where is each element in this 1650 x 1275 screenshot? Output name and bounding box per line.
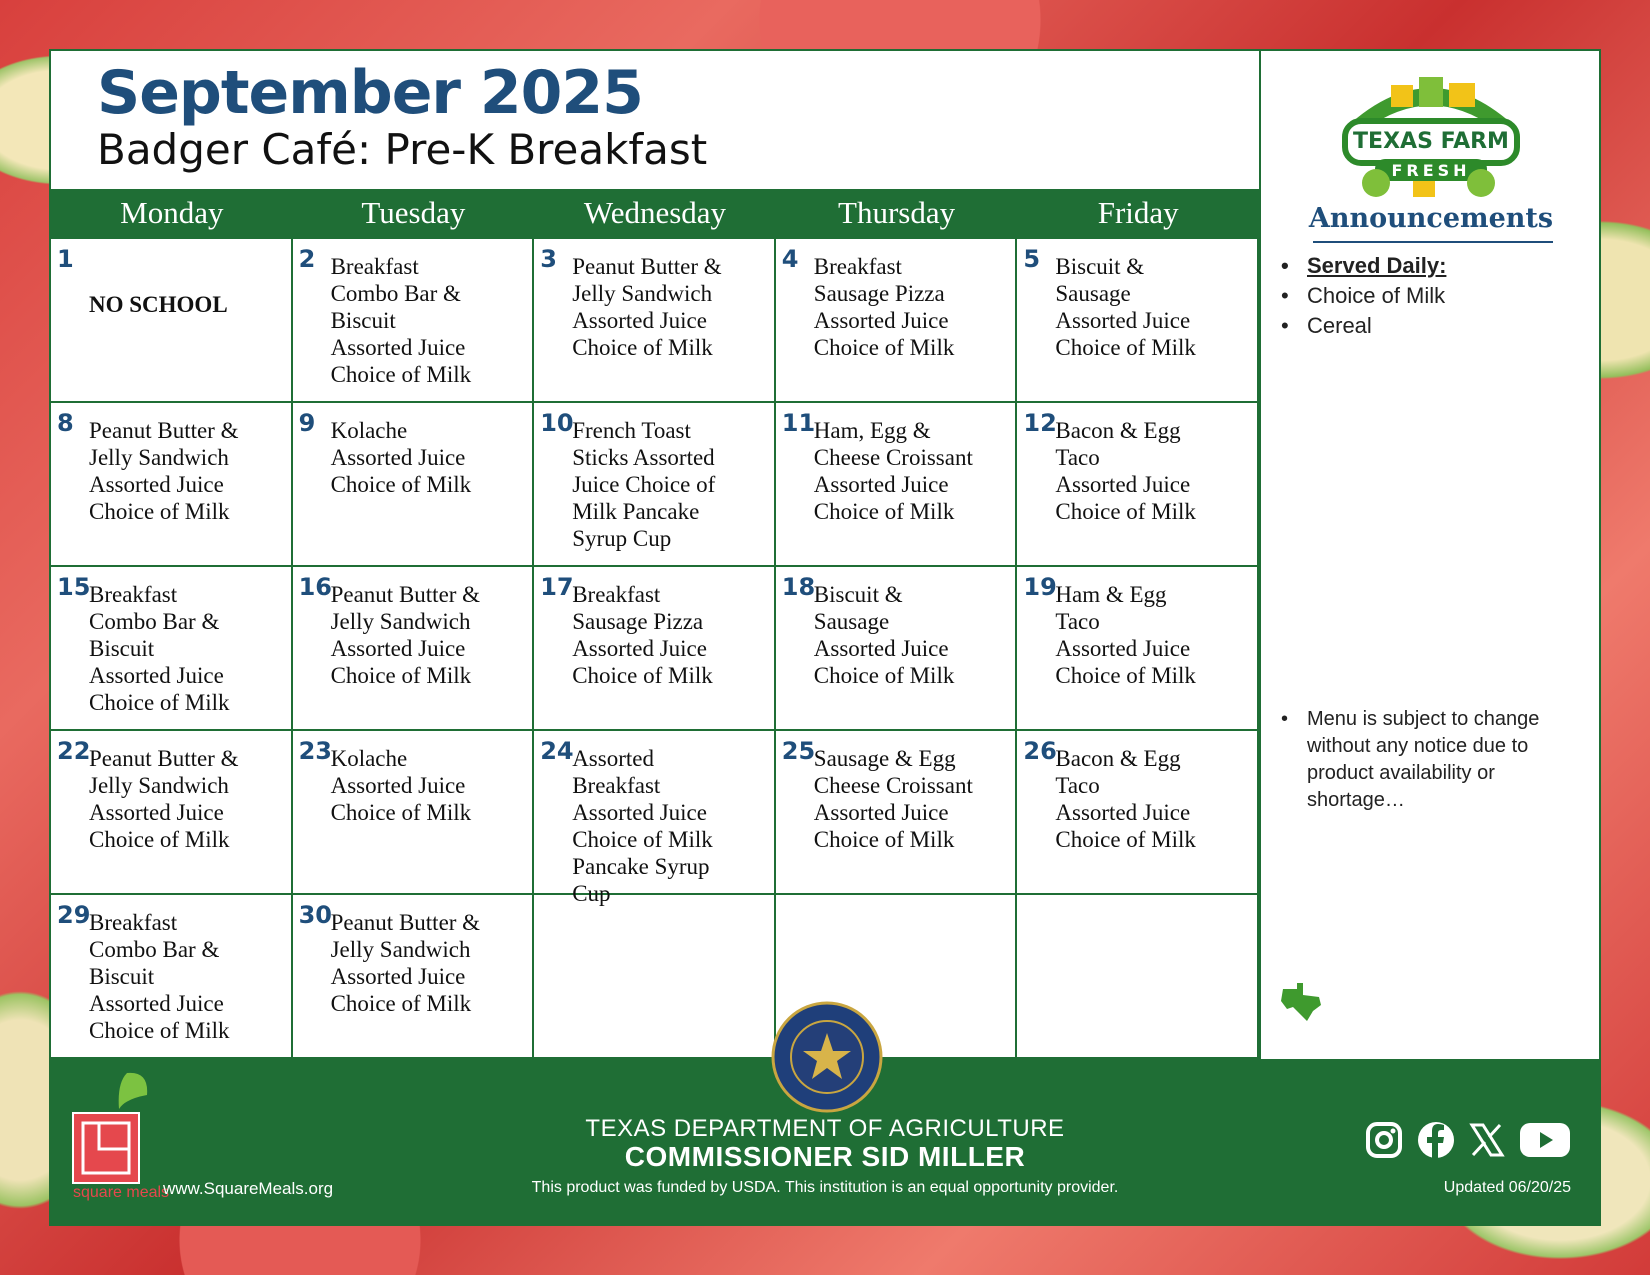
calendar-day-cell bbox=[1017, 567, 1259, 731]
facebook-icon[interactable] bbox=[1417, 1121, 1455, 1159]
day-menu: Bacon & Egg Taco Assorted Juice Choice of Milk bbox=[1055, 746, 1196, 852]
day-number: 25 bbox=[781, 737, 816, 765]
day-number: 23 bbox=[298, 737, 332, 765]
calendar-day-cell bbox=[1017, 239, 1259, 403]
calendar-day-cell bbox=[293, 731, 535, 895]
calendar-day-cell bbox=[293, 239, 535, 403]
calendar-day-cell bbox=[51, 239, 293, 403]
website-link[interactable]: www.SquareMeals.org bbox=[163, 1179, 334, 1198]
texas-state-icon bbox=[1279, 981, 1323, 1023]
logo-text-fresh: FRESH bbox=[1391, 161, 1471, 180]
calendar-day-cell bbox=[534, 567, 776, 731]
calendar-day-cell bbox=[534, 239, 776, 403]
calendar-day-cell bbox=[51, 403, 293, 567]
calendar-day-cell bbox=[534, 895, 776, 1059]
served-daily-heading: • Served Daily: bbox=[1279, 251, 1589, 281]
texas-farm-fresh-logo bbox=[1331, 63, 1531, 203]
day-menu: Peanut Butter & Jelly Sandwich Assorted Juice Choice of Milk bbox=[89, 418, 239, 524]
weekday-header-row bbox=[51, 189, 1259, 239]
day-menu: Sausage & Egg Cheese Croissant Assorted Juice Choice of Milk bbox=[813, 746, 973, 852]
day-number: 11 bbox=[781, 409, 816, 437]
day-number: 17 bbox=[540, 573, 574, 601]
calendar-day-cell bbox=[293, 403, 535, 567]
day-number: 1 bbox=[57, 245, 74, 273]
menu-subtitle: Badger Café: Pre-K Breakfast bbox=[97, 125, 708, 174]
day-menu: Peanut Butter & Jelly Sandwich Assorted Juice Choice of Milk bbox=[330, 910, 481, 1016]
day-number: 18 bbox=[781, 573, 816, 601]
day-number: 5 bbox=[1023, 245, 1041, 273]
served-daily-item: • Cereal bbox=[1279, 311, 1589, 341]
calendar-day-cell bbox=[1017, 895, 1259, 1059]
calendar-day-cell bbox=[534, 731, 776, 906]
calendar-day-cell bbox=[293, 895, 535, 1059]
day-menu: Peanut Butter & Jelly Sandwich Assorted Juice Choice of Milk bbox=[330, 582, 481, 688]
day-menu: Kolache Assorted Juice Choice of Milk bbox=[330, 746, 472, 825]
x-icon[interactable] bbox=[1469, 1122, 1505, 1158]
day-number: 4 bbox=[781, 245, 799, 273]
social-links bbox=[1365, 1121, 1571, 1159]
weekday-tuesday: Tuesday bbox=[361, 195, 466, 230]
day-menu: Peanut Butter & Jelly Sandwich Assorted Juice Choice of Milk bbox=[89, 746, 239, 852]
day-menu: French Toast Sticks Assorted Juice Choice of Milk Pancake Syrup Cup bbox=[572, 418, 716, 551]
day-number: 19 bbox=[1023, 573, 1057, 601]
commissioner-name: COMMISSIONER SID MILLER bbox=[624, 1141, 1026, 1172]
square-meals-logo-text: square meals bbox=[73, 1184, 170, 1201]
funding-statement: This product was funded by USDA. This institution is an equal opportunity provider. bbox=[531, 1179, 1119, 1196]
day-number: 16 bbox=[298, 573, 332, 601]
day-menu: Breakfast Sausage Pizza Assorted Juice Choice of Milk bbox=[572, 582, 713, 688]
day-menu: Breakfast Combo Bar & Biscuit Assorted Juice Choice of Milk bbox=[330, 254, 472, 387]
day-menu: Peanut Butter & Jelly Sandwich Assorted Juice Choice of Milk bbox=[572, 254, 722, 360]
updated-date: Updated 06/20/25 bbox=[1443, 1179, 1571, 1196]
day-number: 3 bbox=[540, 245, 557, 273]
footer-bar bbox=[51, 1059, 1599, 1224]
announcements-underline bbox=[1313, 241, 1553, 243]
calendar-day-cell bbox=[776, 239, 1018, 403]
announcements-panel bbox=[1259, 51, 1601, 1059]
day-number: 22 bbox=[57, 737, 91, 765]
calendar-day-cell bbox=[51, 895, 293, 1059]
calendar-day-cell bbox=[1017, 403, 1259, 567]
day-number: 8 bbox=[57, 409, 74, 437]
calendar-day-cell bbox=[51, 731, 293, 895]
day-number: 26 bbox=[1023, 737, 1057, 765]
calendar-day-cell bbox=[1017, 731, 1259, 895]
weekday-friday: Friday bbox=[1097, 195, 1179, 230]
day-menu: Ham & Egg Taco Assorted Juice Choice of Milk bbox=[1055, 582, 1196, 688]
notice-text: • Menu is subject to change without any notice due to product availability or shortage… bbox=[1279, 706, 1579, 814]
menu-sheet bbox=[49, 49, 1601, 1226]
youtube-icon[interactable] bbox=[1519, 1121, 1571, 1159]
day-menu: Assorted Breakfast Assorted Juice Choice of Milk Pancake Syrup Cup bbox=[572, 746, 713, 906]
announcements-title: Announcements bbox=[1308, 203, 1554, 234]
calendar-grid bbox=[51, 239, 1259, 1059]
day-number: 2 bbox=[298, 245, 316, 273]
menu-change-notice bbox=[1279, 706, 1579, 814]
served-daily-list bbox=[1279, 251, 1589, 341]
day-menu: NO SCHOOL bbox=[89, 292, 228, 317]
day-menu: Biscuit & Sausage Assorted Juice Choice of Milk bbox=[1055, 254, 1196, 360]
logo-text-texas-farm: TEXAS FARM bbox=[1353, 129, 1509, 154]
day-number: 12 bbox=[1023, 409, 1057, 437]
calendar-day-cell bbox=[776, 567, 1018, 731]
day-number: 15 bbox=[57, 573, 91, 601]
day-menu: Breakfast Combo Bar & Biscuit Assorted Juice Choice of Milk bbox=[89, 910, 230, 1043]
calendar-day-cell bbox=[51, 567, 293, 731]
calendar-day-cell bbox=[293, 567, 535, 731]
agency-name: TEXAS DEPARTMENT OF AGRICULTURE bbox=[585, 1115, 1065, 1142]
month-title: September 2025 bbox=[97, 58, 643, 128]
day-menu: Ham, Egg & Cheese Croissant Assorted Juice Choice of Milk bbox=[813, 418, 973, 524]
weekday-wednesday: Wednesday bbox=[583, 195, 727, 230]
day-number: 30 bbox=[298, 901, 332, 929]
day-menu: Breakfast Sausage Pizza Assorted Juice Choice of Milk bbox=[813, 254, 955, 360]
calendar-day-cell bbox=[534, 403, 776, 567]
day-menu: Kolache Assorted Juice Choice of Milk bbox=[330, 418, 472, 497]
weekday-thursday: Thursday bbox=[838, 195, 956, 230]
day-number: 29 bbox=[57, 901, 91, 929]
calendar-day-cell bbox=[776, 403, 1018, 567]
calendar-header bbox=[97, 59, 707, 175]
day-number: 24 bbox=[540, 737, 574, 765]
day-menu: Bacon & Egg Taco Assorted Juice Choice of Milk bbox=[1055, 418, 1196, 524]
day-number: 10 bbox=[540, 409, 574, 437]
day-number: 9 bbox=[298, 409, 316, 437]
instagram-icon[interactable] bbox=[1365, 1121, 1403, 1159]
department-seal-icon bbox=[771, 1001, 883, 1113]
weekday-monday: Monday bbox=[120, 195, 224, 230]
day-menu: Breakfast Combo Bar & Biscuit Assorted Juice Choice of Milk bbox=[89, 582, 230, 715]
served-daily-item: • Choice of Milk bbox=[1279, 281, 1589, 311]
calendar-day-cell bbox=[776, 731, 1018, 895]
day-menu: Biscuit & Sausage Assorted Juice Choice of Milk bbox=[813, 582, 955, 688]
